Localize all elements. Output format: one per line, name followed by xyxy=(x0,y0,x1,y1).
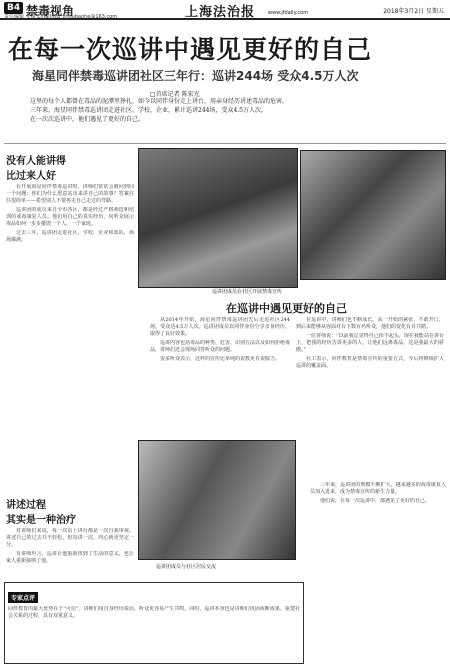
newspaper-name: 上海法治报 xyxy=(185,5,256,20)
box-text: 同伴教育的最大优势在于“可信”。讲师们用自身经历说话，听众更容易产生共鸣。同时，巡讲本身也是讲师们巩固戒断成果、重建社会关系的过程，具有双重意义。 xyxy=(8,606,300,619)
left-column xyxy=(6,146,134,244)
article-paragraph: 很多听众表示，这样的宣传比单纯的说教更有说服力。 xyxy=(160,356,281,362)
photo-caption: 巡讲团成员在社区开展禁毒宣传 xyxy=(212,289,283,295)
page-number-badge: B4 xyxy=(4,2,23,14)
section-kicker: 讲述过程 xyxy=(6,500,46,511)
lead-paragraph: 三年来，海星同伴禁毒巡讲团走进社区、学校、企业，累计巡讲244场，受众4.5万人次。 xyxy=(30,107,267,114)
newspaper-url: www.jfdaily.com xyxy=(268,10,309,16)
article-paragraph: 他们说，在每一次巡讲中，都遇见了更好的自己。 xyxy=(320,498,431,504)
subheadline: 海星同伴禁毒巡讲团社区三年行：巡讲244场 受众4.5万人次 xyxy=(32,69,359,83)
article-paragraph: 社工表示，同伴教育是禁毒宣传的重要方式，今后将继续扩大巡讲的覆盖面。 xyxy=(296,356,444,369)
section-kicker: 比过来人好 xyxy=(6,171,56,182)
byline: □首席记者 陈宏光 xyxy=(150,91,200,98)
news-photo xyxy=(300,150,446,280)
section-title: 禁毒视角 xyxy=(26,4,75,18)
article-paragraph: 有讲师坦言，巡讲让他重新找到了生活的意义，也让家人重新接纳了他。 xyxy=(6,551,134,564)
news-photo xyxy=(138,148,298,288)
middle-column xyxy=(150,315,290,363)
lead-paragraph: 这里的每个人都曾在毒品的泥潭里挣扎，如今以同伴身份走上讲台，用亲身经历讲述毒品的危害。 xyxy=(30,98,289,105)
lead-paragraphs xyxy=(30,98,430,125)
article-subtitle: 在巡讲中遇见更好的自己 xyxy=(226,302,347,315)
issue-date: 2018年3月2日 星期五 xyxy=(383,8,444,15)
box-title: 专家点评 xyxy=(8,592,38,603)
section-kicker: 其实是一种治疗 xyxy=(6,515,76,526)
article-paragraph: 从2014年开始，海星同伴禁毒巡讲团先后走进社区244场，受众达4.5万人次。巡讲团成员以同伴身份分享亲身经历，取得了良好效果。 xyxy=(150,317,290,337)
article-paragraph: 一位讲师说：“以前我总觉得自己抬不起头，现在我能站在讲台上，把我的经历告诉更多的人，让他们远离毒品，这是我最大的骄傲。” xyxy=(296,333,444,353)
editor-meta: 责任编辑 张薇 Email:fzb_zhoubaohe@163.com xyxy=(4,14,118,20)
article-paragraph: 过去三年，巡讲团走进社区、学校、企业和部队，场场爆满。 xyxy=(6,230,134,243)
article-paragraph: 在巡讲中，讲师们也不断成长。从一开始的紧张、不敢开口，到后来能够从容面对台下数百名听众，他们的变化有目共睹。 xyxy=(296,317,444,330)
masthead xyxy=(0,0,450,20)
right-column-lower xyxy=(310,480,446,505)
section-kicker: 没有人能讲得 xyxy=(6,156,66,167)
article-paragraph: 三年来，巡讲团的规模不断扩大，越来越多的戒毒康复人员加入进来，成为禁毒宣传的新生力量。 xyxy=(310,482,446,495)
article-paragraph: 对讲师们来说，每一次站上讲台都是一次自我审视。讲述自己的过去并不轻松，但每讲一次，内心就更坚定一分。 xyxy=(6,528,134,548)
divider xyxy=(4,143,446,144)
left-column-lower xyxy=(6,490,134,565)
news-photo xyxy=(138,440,296,560)
headline: 在每一次巡讲中遇见更好的自己 xyxy=(8,35,373,64)
lead-paragraph: 在一次次巡讲中，他们遇见了更好的自己。 xyxy=(30,116,145,123)
article-paragraph: 巡讲团的成员来自全市各区，都是经过严格筛选和培训的戒毒康复人员。他们用自己的真实经历，向听众展示毒品如何一步步摧毁一个人、一个家庭。 xyxy=(6,207,134,227)
expert-comment-box xyxy=(4,582,304,664)
article-paragraph: 巡讲内容包括毒品的种类、危害、识别方法以及如何拒绝毒品，讲师们还会现场回答听众的问题。 xyxy=(150,340,290,353)
article-paragraph: 在开展海星同伴禁毒巡讲时，讲师们常常会被问到同一个问题：你们为什么愿意站出来讲自己的故事？答案往往很简单——希望别人不要再走自己走过的弯路。 xyxy=(6,184,134,204)
right-column xyxy=(296,315,444,370)
photo-caption: 巡讲团成员与社区居民交流 xyxy=(156,564,217,570)
